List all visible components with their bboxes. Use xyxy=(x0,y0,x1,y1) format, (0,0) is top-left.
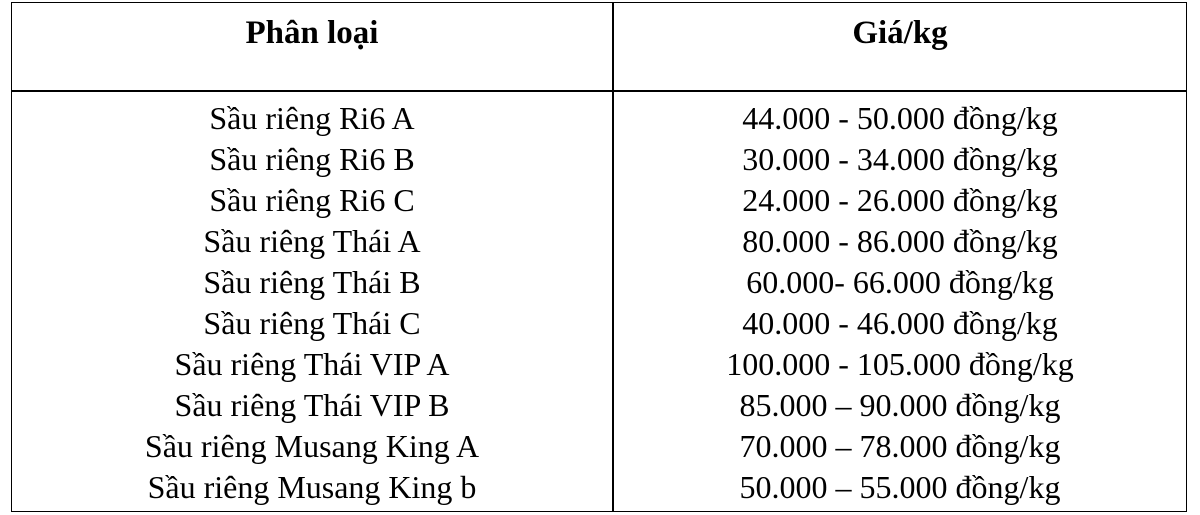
row-8-price: 85.000 – 90.000 đồng/kg xyxy=(739,387,1061,423)
row-4-price: 80.000 - 86.000 đồng/kg xyxy=(742,223,1058,259)
row-3-price: 24.000 - 26.000 đồng/kg xyxy=(742,182,1058,218)
row-6-category: Sầu riêng Thái C xyxy=(203,305,421,341)
row-9-price: 70.000 – 78.000 đồng/kg xyxy=(739,428,1061,464)
row-10-category: Sầu riêng Musang King b xyxy=(147,469,477,505)
row-5-price: 60.000- 66.000 đồng/kg xyxy=(746,264,1054,300)
row-9-category: Sầu riêng Musang King A xyxy=(144,428,480,464)
row-6-price: 40.000 - 46.000 đồng/kg xyxy=(742,305,1058,341)
row-10-price: 50.000 – 55.000 đồng/kg xyxy=(739,469,1061,505)
row-2-price: 30.000 - 34.000 đồng/kg xyxy=(742,141,1058,177)
row-7-price: 100.000 - 105.000 đồng/kg xyxy=(726,346,1074,382)
row-5-category: Sầu riêng Thái B xyxy=(203,264,421,300)
row-4-category: Sầu riêng Thái A xyxy=(203,223,421,259)
price-table xyxy=(11,2,1187,512)
row-1-category: Sầu riêng Ri6 A xyxy=(209,100,415,136)
header-price: Giá/kg xyxy=(852,15,948,51)
row-7-category: Sầu riêng Thái VIP A xyxy=(174,346,450,382)
row-3-category: Sầu riêng Ri6 C xyxy=(209,182,415,218)
header-divider xyxy=(12,90,1186,92)
row-8-category: Sầu riêng Thái VIP B xyxy=(174,387,450,423)
row-2-category: Sầu riêng Ri6 B xyxy=(209,141,415,177)
row-1-price: 44.000 - 50.000 đồng/kg xyxy=(742,100,1058,136)
header-category: Phân loại xyxy=(245,15,379,51)
